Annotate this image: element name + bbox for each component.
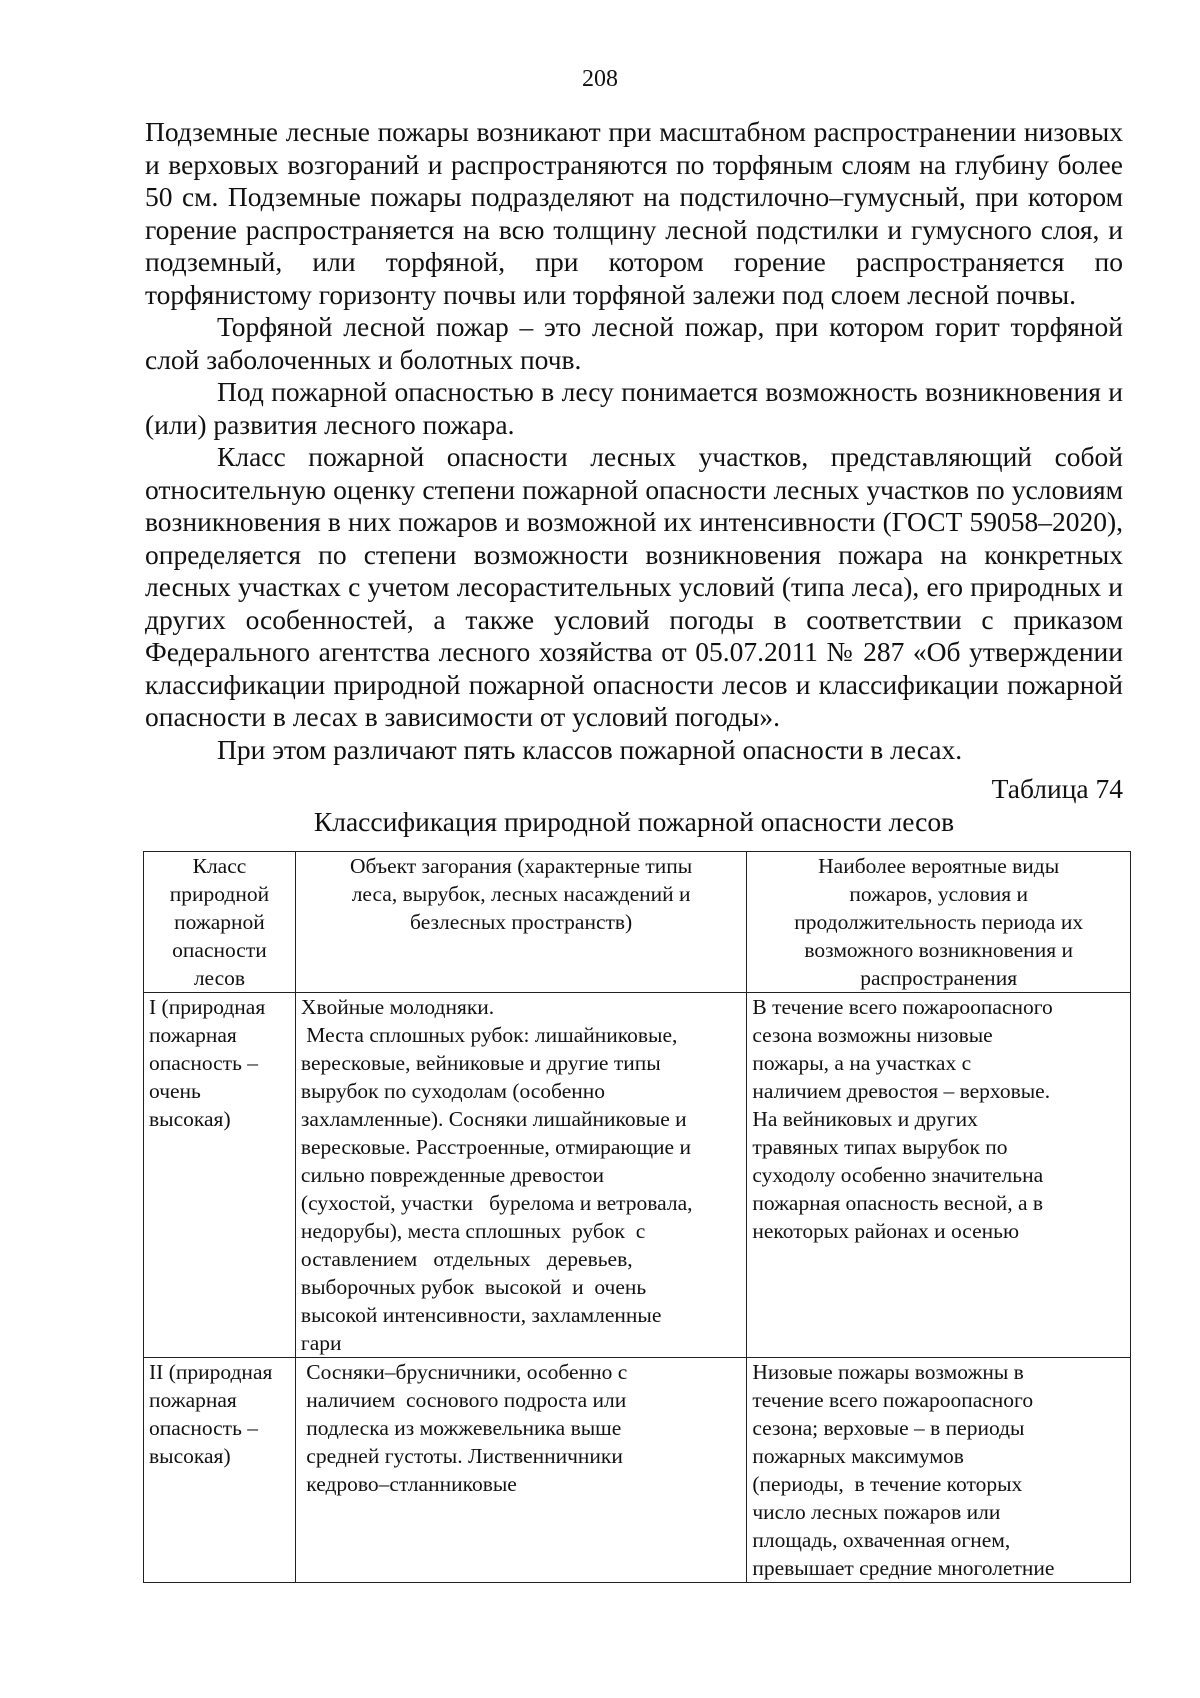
table-header-cell bbox=[295, 852, 746, 993]
cell-line: В течение всего пожароопасного bbox=[752, 995, 1053, 1019]
table-cell bbox=[747, 1358, 1131, 1583]
cell-line: вересковые, вейниковые и другие типы bbox=[300, 1051, 661, 1075]
cell-line: средней густоты. Лиственничники bbox=[300, 1444, 623, 1468]
cell-line: кедрово–стланниковые bbox=[300, 1472, 517, 1496]
cell-line: сильно поврежденные древостои bbox=[300, 1163, 604, 1187]
cell-line: гари bbox=[300, 1331, 342, 1355]
cell-line: вырубок по суходолам (особенно bbox=[300, 1079, 606, 1103]
cell-line: высокая) bbox=[149, 1107, 231, 1131]
cell-line: пожаров, условия и bbox=[849, 882, 1029, 906]
cell-line: пожары, а на участках с bbox=[752, 1051, 972, 1075]
fire-danger-classification-table bbox=[143, 851, 1131, 1583]
cell-line: выборочных рубок высокой и очень bbox=[300, 1275, 647, 1299]
cell-line: Объект загорания (характерные типы bbox=[350, 854, 693, 878]
table-cell bbox=[747, 993, 1131, 1358]
cell-line: I (природная bbox=[149, 995, 266, 1019]
cell-line: Класс bbox=[192, 854, 247, 878]
table-body bbox=[144, 993, 1131, 1583]
cell-line: распространения bbox=[860, 966, 1018, 990]
cell-line: Низовые пожары возможны в bbox=[752, 1360, 1024, 1384]
paragraph: Под пожарной опасностью в лесу понимается возможность возникновения и (или) развития лесного пожара. bbox=[145, 376, 1123, 440]
cell-line: сезона возможны низовые bbox=[752, 1023, 993, 1047]
cell-line: леса, вырубок, лесных насаждений и bbox=[351, 882, 691, 906]
cell-line: суходолу особенно значительна bbox=[752, 1163, 1044, 1187]
cell-line: высокой интенсивности, захламленные bbox=[300, 1303, 662, 1327]
table-label: Таблица 74 bbox=[991, 773, 1123, 804]
cell-line: Наиболее вероятные виды bbox=[818, 854, 1060, 878]
table-cell bbox=[144, 1358, 296, 1583]
paragraph: При этом различают пять классов пожарной опасности в лесах. bbox=[217, 733, 963, 765]
cell-line: течение всего пожароопасного bbox=[752, 1388, 1034, 1412]
cell-line: наличием древостоя – верховые. bbox=[752, 1079, 1051, 1103]
cell-line: Места сплошных рубок: лишайниковые, bbox=[300, 1023, 678, 1047]
table-cell bbox=[295, 993, 746, 1358]
cell-line: пожарных максимумов bbox=[752, 1444, 964, 1468]
cell-line: травяных типах вырубок по bbox=[752, 1135, 1008, 1159]
cell-line: недорубы), места сплошных рубок с bbox=[300, 1219, 646, 1243]
cell-line: сезона; верховые – в периоды bbox=[752, 1416, 1025, 1440]
table-row bbox=[144, 1358, 1131, 1583]
cell-line: захламленные). Сосняки лишайниковые и bbox=[300, 1107, 687, 1131]
cell-line: природной bbox=[169, 882, 270, 906]
cell-line: опасность – bbox=[149, 1416, 259, 1440]
cell-line: (сухостой, участки бурелома и ветровала, bbox=[300, 1191, 693, 1215]
cell-line: безлесных пространств) bbox=[410, 910, 633, 934]
cell-line: На вейниковых и других bbox=[752, 1107, 978, 1131]
cell-line: пожарной bbox=[174, 910, 265, 934]
table-row bbox=[144, 993, 1131, 1358]
table-header-row bbox=[144, 852, 1131, 993]
cell-line: высокая) bbox=[149, 1444, 231, 1468]
cell-line: Сосняки–брусничники, особенно с bbox=[300, 1360, 628, 1384]
cell-line: лесов bbox=[193, 966, 246, 990]
cell-line: очень bbox=[149, 1079, 201, 1103]
cell-line: некоторых районах и осенью bbox=[752, 1219, 1020, 1243]
table-header-cell bbox=[144, 852, 296, 993]
page-number: 208 bbox=[582, 66, 618, 92]
cell-line: опасность – bbox=[149, 1051, 259, 1075]
cell-line: возможного возникновения и bbox=[804, 938, 1073, 962]
cell-line: площадь, охваченная огнем, bbox=[752, 1528, 1011, 1552]
cell-line: вересковые. Расстроенные, отмирающие и bbox=[300, 1135, 691, 1159]
cell-line: наличием соснового подроста или bbox=[300, 1388, 627, 1412]
cell-line: II (природная bbox=[149, 1360, 273, 1384]
cell-line: число лесных пожаров или bbox=[752, 1500, 1001, 1524]
cell-line: (периоды, в течение которых bbox=[752, 1472, 1023, 1496]
cell-line: пожарная bbox=[149, 1023, 237, 1047]
cell-line: Хвойные молодняки. bbox=[300, 995, 495, 1019]
table-cell bbox=[295, 1358, 746, 1583]
paragraph: Подземные лесные пожары возникают при масштабном распространении низовых и верховых возгораний и распространяются по торфяным слоям на глубину более 50 см. Подземные пожары подразделяют на подстилочно–гумусный, при котором горение распространяется на всю толщину лесной подстилки и гумусного слоя, и подземный, или торфяной, при котором горение распространяется по торфянистому горизонту почвы или торфяной залежи под слоем лесной почвы. bbox=[145, 116, 1123, 310]
cell-line: пожарная bbox=[149, 1388, 237, 1412]
cell-line: пожарная опасность весной, а в bbox=[752, 1191, 1044, 1215]
cell-line: оставлением отдельных деревьев, bbox=[300, 1247, 633, 1271]
table-title: Классификация природной пожарной опасности лесов bbox=[313, 806, 955, 837]
paragraph: Класс пожарной опасности лесных участков, представляющий собой относительную оценку степени пожарной опасности лесных участков по условиям возникновения в них пожаров и возможной их интенсивности (ГОСТ 59058–2020), определяется по степени возможности возникновения пожара на конкретных лесных участках с учетом лесорастительных условий (типа леса), его природных и других особенностей, а также условий погоды в соответствии с приказом Федерального агентства лесного хозяйства от 05.07.2011 № 287 «Об утверждении классификации природной пожарной опасности лесов и классификации пожарной опасности в лесах в зависимости от условий погоды». bbox=[145, 441, 1123, 732]
cell-line: опасности bbox=[172, 938, 267, 962]
cell-line: продолжительность периода их bbox=[794, 910, 1084, 934]
table-cell bbox=[144, 993, 296, 1358]
cell-line: подлеска из можжевельника выше bbox=[300, 1416, 622, 1440]
body-text bbox=[145, 116, 1123, 766]
paragraph: Торфяной лесной пожар – это лесной пожар, при котором горит торфяной слой заболоченных и болотных почв. bbox=[145, 311, 1123, 375]
table-header-cell bbox=[747, 852, 1131, 993]
cell-line: превышает средние многолетние bbox=[752, 1556, 1055, 1580]
